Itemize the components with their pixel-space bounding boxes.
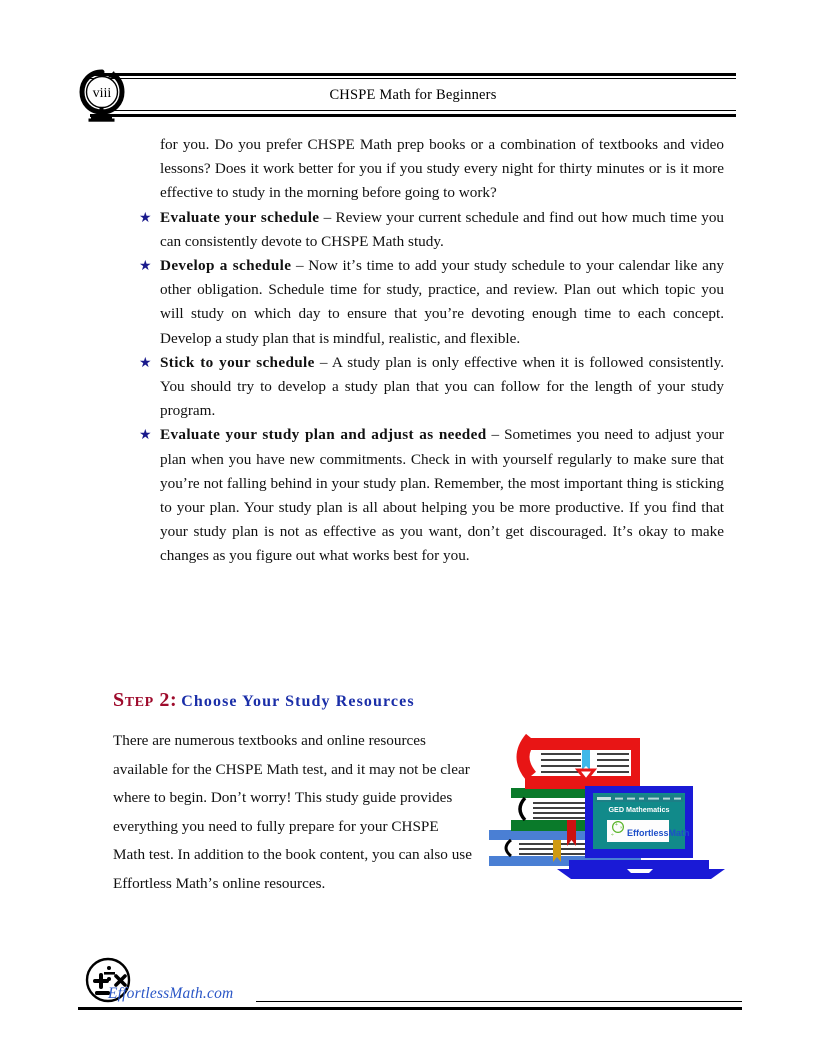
star-bullet-icon: ★ [139, 355, 152, 371]
header-rule-bottom-thin [90, 110, 736, 111]
footer-rule-thick [78, 1007, 742, 1010]
star-bullet-icon: ★ [139, 428, 152, 444]
laptop-logo-text: EffortlessMath [627, 828, 690, 838]
list-item-text: – A study plan is only effective when it is followed consistently. You should try to develop a study plan that you can follow for the length of your study program. [160, 353, 724, 420]
list-item-lead: Stick to your schedule [160, 353, 315, 371]
list-item-text: – Review your current schedule and find out how much time you can consistently devote to CHSPE Math study. [160, 208, 725, 250]
header-rule-bottom-thick [90, 114, 736, 117]
step-heading [113, 689, 415, 712]
list-item-text: – Sometimes you need to adjust your plan when you have new commitments. Check in with yourself regularly to make sure that youʼre not falling behind in your study plan. Remember, the most important thing is sticking to your plan. Your study plan is all about helping you be more productive. If you find that your study plan is not as effective as you want, donʼt get discouraged. Itʼs okay to make changes as you figure out what works best for you. [160, 426, 724, 565]
intro-paragraph: for you. Do you prefer CHSPE Math prep books or a combination of textbooks and video lessons? Does it work better for you if you study every night for thirty minutes or is it more effective to study in the morning before going to work? [160, 136, 724, 202]
list-item-lead: Evaluate your schedule [160, 208, 320, 226]
footer-rule-thin [256, 1001, 742, 1002]
svg-text:+: + [615, 822, 618, 828]
page-number-text: viii [92, 86, 112, 101]
list-item-lead: Evaluate your study plan and adjust as needed [160, 426, 487, 444]
step-title: Choose Your Study Resources [181, 693, 415, 710]
red-book [523, 738, 640, 789]
list-item [112, 423, 724, 568]
footer-brand[interactable]: EffortlessMath.com [108, 985, 234, 1002]
page-header [76, 68, 736, 124]
step-label: Step 2: [113, 689, 178, 711]
list-item-text: – Now itʼs time to add your study schedule to your calendar like any other obligation. Schedule time for study, practice, and review. Plan out which topic you will study on which day to ensure that youʼre devoting enough time to each concept. Develop a study plan that is mindful, realistic, and flexible. [160, 257, 725, 347]
books-and-laptop-illustration [485, 726, 725, 886]
header-rule-top-thick [90, 73, 736, 76]
star-bullet-icon: ★ [139, 259, 152, 275]
header-rule-top-thin [90, 78, 736, 79]
list-item [112, 206, 724, 254]
svg-text:×: × [620, 825, 623, 830]
globe-icon [76, 68, 128, 124]
list-item-lead: Develop a schedule [160, 257, 292, 275]
page-footer [78, 955, 742, 1010]
main-content [112, 133, 724, 569]
study-tips-list [112, 206, 724, 569]
laptop-screen-title: GED Mathematics [608, 805, 670, 814]
star-bullet-icon: ★ [139, 210, 152, 226]
svg-text:÷: ÷ [611, 832, 614, 838]
list-item [112, 351, 724, 424]
header-title: CHSPE Math for Beginners [329, 87, 497, 103]
step-paragraph: There are numerous textbooks and online resources available for the CHSPE Math test, and it may not be clear where to begin. Donʼt worry! This study guide provides everything you need to fully prepare for your CHSPE Math test. In addition to the book content, you can also use Effortless Mathʼs online resources. [113, 732, 472, 892]
list-item [112, 254, 724, 351]
